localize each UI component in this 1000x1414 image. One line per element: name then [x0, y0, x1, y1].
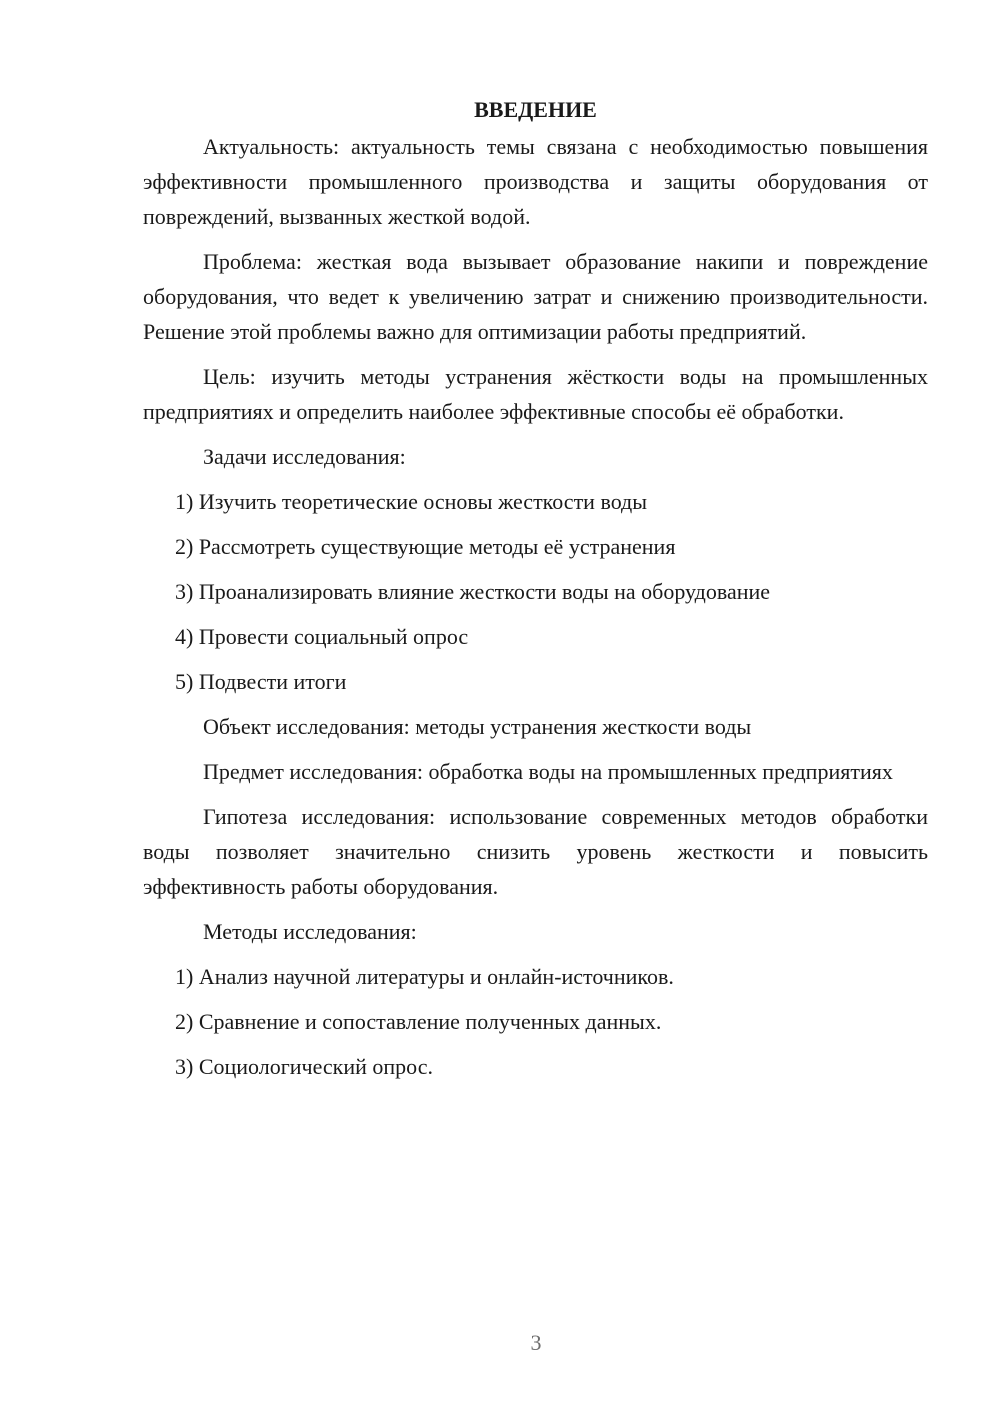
list-item: 2) Рассмотреть существующие методы её устранения [175, 534, 676, 559]
document-body [143, 92, 928, 1094]
tasks-list [143, 484, 928, 699]
page-number: 3 [530, 1330, 542, 1355]
list-item: 1) Изучить теоретические основы жесткости воды [175, 489, 648, 514]
tasks-heading: Задачи исследования: [203, 444, 406, 469]
problem-paragraph: Проблема: жесткая вода вызывает образование накипи и повреждение оборудования, что ведет к увеличению затрат и снижению производительности. Решение этой проблемы важно для оптимизации работы предприятий. [143, 249, 928, 344]
methods-list [143, 959, 928, 1084]
list-item: 4) Провести социальный опрос [175, 624, 469, 649]
list-item: 3) Социологический опрос. [175, 1054, 433, 1079]
goal-paragraph: Цель: изучить методы устранения жёсткости воды на промышленных предприятиях и определить наиболее эффективные способы её обработки. [143, 364, 928, 424]
relevance-paragraph: Актуальность: актуальность темы связана с необходимостью повышения эффективности промышленного производства и защиты оборудования от повреждений, вызванных жесткой водой. [143, 134, 928, 229]
list-item: 3) Проанализировать влияние жесткости воды на оборудование [175, 579, 771, 604]
methods-heading: Методы исследования: [203, 919, 417, 944]
subject-paragraph: Предмет исследования: обработка воды на промышленных предприятиях [203, 759, 893, 784]
list-item: 2) Сравнение и сопоставление полученных данных. [175, 1009, 662, 1034]
object-paragraph: Объект исследования: методы устранения жесткости воды [203, 714, 752, 739]
list-item: 1) Анализ научной литературы и онлайн-источников. [175, 964, 674, 989]
list-item: 5) Подвести итоги [175, 669, 347, 694]
section-title: ВВЕДЕНИЕ [474, 97, 597, 122]
hypothesis-paragraph: Гипотеза исследования: использование современных методов обработки воды позволяет значительно снизить уровень жесткости и повысить эффективность работы оборудования. [143, 804, 928, 899]
